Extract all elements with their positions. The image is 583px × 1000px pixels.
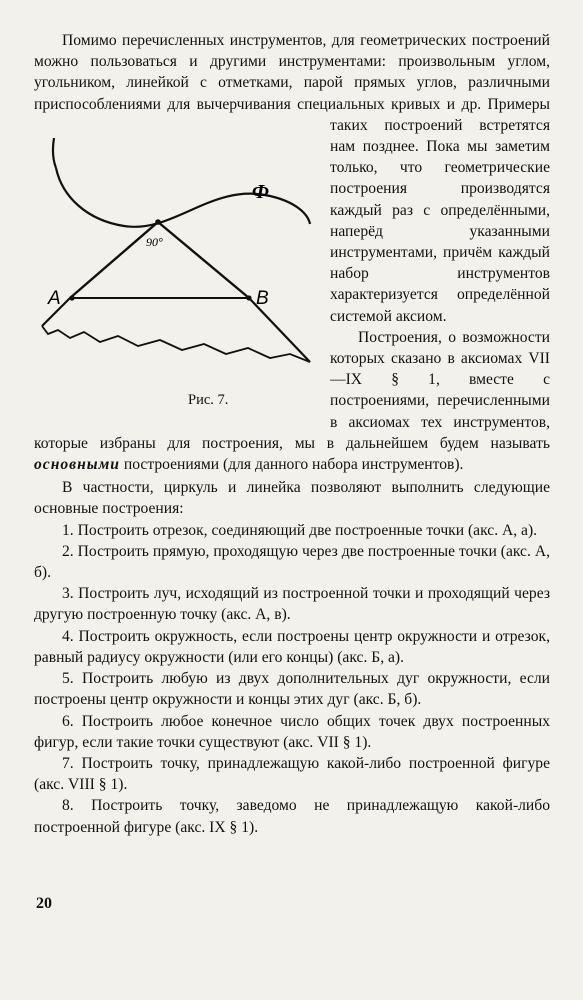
- construction-item: [34, 795, 550, 837]
- second-text-before: Построения, о возможности которых сказано в аксиомах VII—IX § 1, вместе с построениями, перечисленными в аксиомах тех инструментов, которые избраны для построения, мы в дальнейшем будем называть: [34, 328, 550, 452]
- construction-item: [34, 541, 550, 583]
- construction-item: [34, 668, 550, 710]
- intro-text: Помимо перечисленных инструментов, для геометрических построений можно пользоваться и другими инструментами: произвольным углом, угольником, линейкой с отметками, парой прямых углов, различными приспособлениями для вычерчивания специальных кривых и др. Примеры таких построений встретятся нам позднее. Пока мы заметим только, что геометрические построения производятся каждый раз с определёнными, наперёд указанными инструментами, причём каждый набор инструментов характеризуется определённой системой аксиом.: [34, 32, 550, 325]
- construction-item: [34, 711, 550, 753]
- point-A: [69, 295, 74, 300]
- construction-item-text: 8. Построить точку, заведомо не принадлежащую какой-либо построенной фигуре (акс. IX § 1).: [34, 797, 550, 836]
- construction-item-text: 7. Построить точку, принадлежащую какой-либо построенной фигуре (акс. VIII § 1).: [34, 754, 550, 794]
- construction-item-text: 3. Построить луч, исходящий из построенной точки и проходящий через другую построенную точку (акс. А, в).: [34, 585, 550, 624]
- torn-bottom-edge: [42, 326, 310, 362]
- body-flow: [34, 30, 550, 838]
- construction-item-text: 5. Построить любую из двух дополнительных дуг окружности, если построены центр окружности и концы этих дуг (акс. Б, б).: [34, 670, 550, 709]
- paragraph-compass-ruler: [34, 477, 550, 519]
- label-phi: Ф: [252, 181, 270, 203]
- side-left: [70, 222, 158, 298]
- side-right: [158, 222, 249, 298]
- construction-item-text: 2. Построить прямую, проходящую через две построенные точки (акс. А, б).: [34, 542, 550, 582]
- figure-7: [34, 138, 322, 418]
- point-vertex: [155, 219, 161, 225]
- third-text: В частности, циркуль и линейка позволяют выполнить следующие основные построения:: [34, 479, 550, 518]
- construction-item: [34, 583, 550, 625]
- arc-curve-top: [53, 138, 56, 168]
- construction-item-text: 1. Построить отрезок, соединяющий две построенные точки (акс. А, а).: [62, 521, 538, 539]
- construction-item: [34, 753, 550, 795]
- emphasis-basic: основными: [34, 456, 120, 474]
- construction-item: [34, 520, 550, 541]
- label-angle: 90°: [146, 235, 163, 249]
- figure-caption: Рис. 7.: [188, 392, 229, 408]
- page-number: 20: [36, 895, 52, 912]
- triangle-diagram: [34, 138, 322, 398]
- construction-item-text: 4. Построить окружность, если построены центр окружности и отрезок, равный радиусу окружности (или его концы) (акс. Б, а).: [34, 627, 550, 666]
- label-B: B: [256, 288, 269, 309]
- second-text-after: построениями (для данного набора инструментов).: [123, 456, 464, 474]
- arc-curve: [56, 168, 310, 227]
- construction-item: [34, 626, 550, 668]
- label-A: A: [48, 288, 61, 309]
- point-B: [246, 295, 251, 300]
- construction-item-text: 6. Построить любое конечное число общих точек двух построенных фигур, если такие точки существуют (акс. VII § 1).: [34, 712, 550, 751]
